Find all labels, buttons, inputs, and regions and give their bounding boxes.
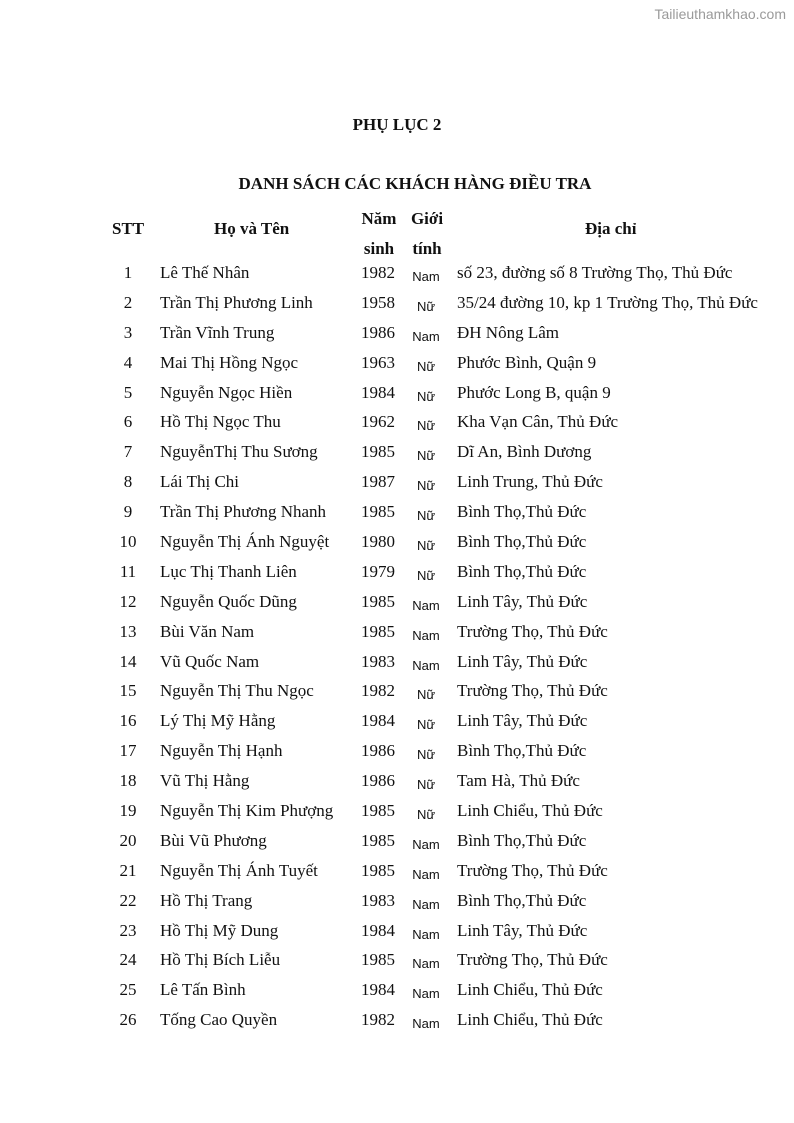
table-row <box>0 349 794 379</box>
row-gender: Nữ <box>416 388 436 404</box>
header-stt: STT <box>112 219 145 238</box>
header-address: Địa chỉ <box>585 219 637 238</box>
row-gender: Nữ <box>416 478 436 494</box>
table-row <box>0 677 794 707</box>
row-birth-year: 1985 <box>361 502 395 522</box>
row-name: Lý Thị Mỹ Hằng <box>160 711 276 731</box>
table-row <box>0 528 794 558</box>
table-row <box>0 857 794 887</box>
table-row <box>0 976 794 1006</box>
row-gender: Nam <box>412 926 440 942</box>
row-stt: 25 <box>119 980 137 1000</box>
table-row <box>0 289 794 319</box>
row-stt: 14 <box>119 651 137 671</box>
row-stt: 6 <box>123 412 133 432</box>
table-row <box>0 438 794 468</box>
row-stt: 3 <box>123 322 133 342</box>
row-birth-year: 1984 <box>361 711 395 731</box>
row-address: Linh Tây, Thủ Đức <box>457 651 588 671</box>
row-stt: 23 <box>119 920 137 940</box>
row-stt: 26 <box>119 1010 137 1030</box>
row-address: Dĩ An, Bình Dương <box>457 442 592 462</box>
row-name: Hồ Thị Ngọc Thu <box>160 412 281 432</box>
row-gender: Nam <box>412 328 440 344</box>
row-address: Phước Bình, Quận 9 <box>457 352 597 372</box>
row-stt: 2 <box>123 292 133 312</box>
row-stt: 5 <box>123 382 133 402</box>
row-address: Linh Trung, Thủ Đức <box>457 472 603 492</box>
row-birth-year: 1984 <box>361 382 395 402</box>
row-name: Nguyễn Ngọc Hiền <box>160 382 293 402</box>
row-address: Bình Thọ,Thủ Đức <box>457 561 587 581</box>
row-gender: Nam <box>412 866 440 882</box>
row-name: Hồ Thị Bích Liễu <box>160 950 281 970</box>
row-birth-year: 1985 <box>361 442 395 462</box>
row-name: NguyễnThị Thu Sương <box>160 442 318 462</box>
row-name: Trần Vĩnh Trung <box>160 322 275 342</box>
header-birth-year <box>359 204 399 264</box>
row-name: Lái Thị Chi <box>160 472 240 492</box>
row-gender: Nam <box>412 836 440 852</box>
row-gender: Nam <box>412 986 440 1002</box>
row-address: Bình Thọ,Thủ Đức <box>457 830 587 850</box>
row-name: Nguyễn Thị Ánh Nguyệt <box>160 532 330 552</box>
row-stt: 1 <box>123 263 133 282</box>
row-name: Trần Thị Phương Nhanh <box>160 502 327 522</box>
row-address: 35/24 đường 10, kp 1 Trường Thọ, Thủ Đức <box>457 292 758 312</box>
row-name: Lục Thị Thanh Liên <box>160 561 297 581</box>
row-address: Bình Thọ,Thủ Đức <box>457 741 587 761</box>
row-stt: 15 <box>119 681 137 701</box>
row-address: Linh Tây, Thủ Đức <box>457 711 588 731</box>
row-gender: Nam <box>412 956 440 972</box>
header-gender <box>407 204 447 264</box>
row-address: Bình Thọ,Thủ Đức <box>457 890 587 910</box>
row-address: Phước Long B, quận 9 <box>457 382 611 402</box>
row-gender: Nam <box>412 657 440 673</box>
row-address: Trường Thọ, Thủ Đức <box>457 681 608 701</box>
row-name: Nguyễn Thị Hạnh <box>160 741 283 761</box>
row-stt: 10 <box>119 532 137 552</box>
row-name: Lê Tấn Bình <box>160 980 246 1000</box>
table-row <box>0 259 794 289</box>
row-gender: Nữ <box>416 298 436 314</box>
header-name: Họ và Tên <box>214 219 290 238</box>
row-name: Bùi Văn Nam <box>160 621 255 641</box>
table-row <box>0 767 794 797</box>
row-gender: Nam <box>412 597 440 613</box>
row-stt: 16 <box>119 711 137 731</box>
row-stt: 19 <box>119 801 137 821</box>
row-birth-year: 1982 <box>361 263 395 282</box>
row-name: Tống Cao Quyền <box>160 1010 278 1030</box>
row-birth-year: 1986 <box>361 771 395 791</box>
row-stt: 7 <box>123 442 133 462</box>
row-birth-year: 1986 <box>361 322 395 342</box>
row-stt: 24 <box>119 950 137 970</box>
row-birth-year: 1983 <box>361 651 395 671</box>
table-row <box>0 648 794 678</box>
row-address: Bình Thọ,Thủ Đức <box>457 532 587 552</box>
row-birth-year: 1986 <box>361 741 395 761</box>
table-row <box>0 618 794 648</box>
header-birth-year-line1: Năm <box>361 209 397 228</box>
row-gender: Nam <box>412 896 440 912</box>
table-row <box>0 558 794 588</box>
table-row <box>0 737 794 767</box>
row-gender: Nữ <box>416 567 436 583</box>
table-row <box>0 379 794 409</box>
table-row <box>0 408 794 438</box>
header-gender-line2: tính <box>412 239 442 258</box>
table-row <box>0 827 794 857</box>
row-birth-year: 1958 <box>361 292 395 312</box>
row-gender: Nữ <box>416 448 436 464</box>
row-birth-year: 1985 <box>361 830 395 850</box>
row-stt: 20 <box>119 830 137 850</box>
row-gender: Nam <box>412 627 440 643</box>
row-birth-year: 1963 <box>361 352 395 372</box>
row-stt: 21 <box>119 860 137 880</box>
row-address: Linh Chiểu, Thủ Đức <box>457 801 603 821</box>
row-stt: 8 <box>123 472 133 492</box>
row-name: Mai Thị Hồng Ngọc <box>160 352 299 372</box>
row-gender: Nam <box>412 269 440 284</box>
row-address: Trường Thọ, Thủ Đức <box>457 950 608 970</box>
row-birth-year: 1962 <box>361 412 395 432</box>
row-stt: 22 <box>119 890 137 910</box>
row-stt: 12 <box>119 591 137 611</box>
table-row <box>0 588 794 618</box>
row-birth-year: 1985 <box>361 621 395 641</box>
row-gender: Nữ <box>416 538 436 554</box>
table-row <box>0 319 794 349</box>
row-name: Bùi Vũ Phương <box>160 830 267 850</box>
row-name: Nguyễn Quốc Dũng <box>160 591 297 611</box>
table-row <box>0 707 794 737</box>
table-row <box>0 797 794 827</box>
row-gender: Nữ <box>416 508 436 524</box>
row-birth-year: 1984 <box>361 980 395 1000</box>
header-birth-year-line2: sinh <box>363 239 395 258</box>
row-address: Trường Thọ, Thủ Đức <box>457 860 608 880</box>
row-address: Linh Chiểu, Thủ Đức <box>457 980 603 1000</box>
row-address: Kha Vạn Cân, Thủ Đức <box>457 412 619 432</box>
row-birth-year: 1982 <box>361 681 395 701</box>
row-name: Trần Thị Phương Linh <box>160 292 313 312</box>
row-birth-year: 1987 <box>361 472 395 492</box>
row-address: ĐH Nông Lâm <box>457 322 559 342</box>
row-address: Trường Thọ, Thủ Đức <box>457 621 608 641</box>
row-gender: Nam <box>412 1016 440 1032</box>
header-gender-line1: Giới <box>410 209 444 228</box>
row-stt: 17 <box>119 741 137 761</box>
customer-table-body <box>0 259 794 1036</box>
row-name: Nguyễn Thị Thu Ngọc <box>160 681 314 701</box>
row-name: Nguyễn Thị Ánh Tuyết <box>160 860 318 880</box>
watermark: Tailieuthamkhao.com <box>654 6 786 22</box>
row-gender: Nữ <box>416 777 436 793</box>
row-address: Tam Hà, Thủ Đức <box>457 771 580 791</box>
table-row <box>0 498 794 528</box>
appendix-title: PHỤ LỤC 2 <box>352 115 442 134</box>
row-birth-year: 1982 <box>361 1010 395 1030</box>
table-row <box>0 946 794 976</box>
row-birth-year: 1979 <box>361 561 395 581</box>
row-birth-year: 1985 <box>361 591 395 611</box>
row-gender: Nữ <box>416 687 436 703</box>
row-birth-year: 1985 <box>361 801 395 821</box>
row-gender: Nữ <box>416 807 436 823</box>
row-birth-year: 1985 <box>361 860 395 880</box>
row-stt: 4 <box>123 352 133 372</box>
row-name: Hồ Thị Mỹ Dung <box>160 920 279 940</box>
row-address: Linh Tây, Thủ Đức <box>457 920 588 940</box>
list-title: DANH SÁCH CÁC KHÁCH HÀNG ĐIỀU TRA <box>238 174 592 193</box>
row-birth-year: 1985 <box>361 950 395 970</box>
row-gender: Nữ <box>416 717 436 733</box>
table-row <box>0 917 794 947</box>
row-stt: 11 <box>119 561 137 581</box>
row-name: Hồ Thị Trang <box>160 890 253 910</box>
row-name: Nguyễn Thị Kim Phượng <box>160 801 334 821</box>
row-gender: Nữ <box>416 358 436 374</box>
row-address: Linh Tây, Thủ Đức <box>457 591 588 611</box>
row-birth-year: 1983 <box>361 890 395 910</box>
row-gender: Nữ <box>416 418 436 434</box>
row-address: số 23, đường số 8 Trường Thọ, Thủ Đức <box>457 263 733 282</box>
row-address: Linh Chiểu, Thủ Đức <box>457 1010 603 1030</box>
row-address: Bình Thọ,Thủ Đức <box>457 502 587 522</box>
row-name: Vũ Quốc Nam <box>160 651 260 671</box>
row-name: Lê Thế Nhân <box>160 263 250 282</box>
row-stt: 18 <box>119 771 137 791</box>
row-birth-year: 1980 <box>361 532 395 552</box>
row-stt: 9 <box>123 502 133 522</box>
row-stt: 13 <box>119 621 137 641</box>
table-row <box>0 887 794 917</box>
table-row <box>0 468 794 498</box>
table-row <box>0 1006 794 1036</box>
row-gender: Nữ <box>416 747 436 763</box>
row-name: Vũ Thị Hằng <box>160 771 250 791</box>
row-birth-year: 1984 <box>361 920 395 940</box>
